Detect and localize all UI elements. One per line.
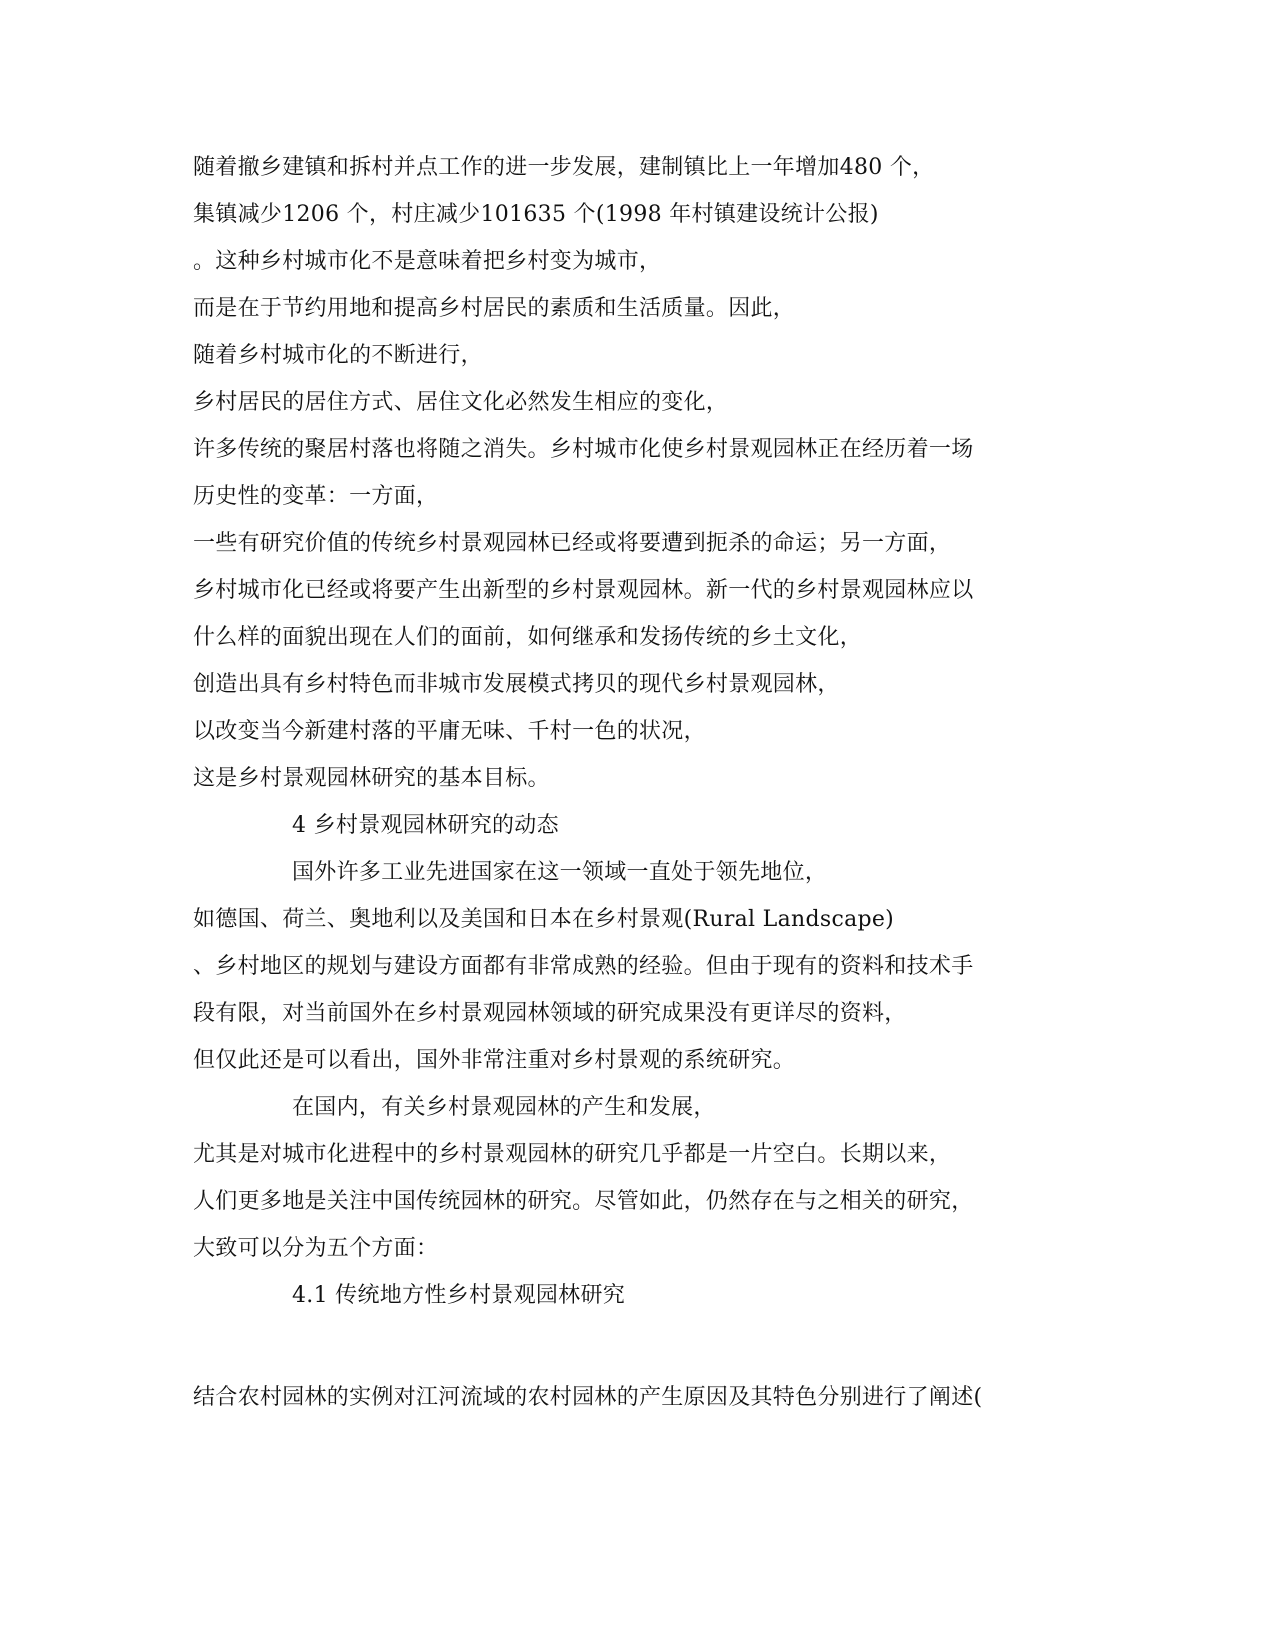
text-line: 大致可以分为五个方面： bbox=[193, 1236, 439, 1261]
text-line: 随着乡村城市化的不断进行， bbox=[193, 343, 483, 368]
text-line: 以改变当今新建村落的平庸无味、千村一色的状况， bbox=[193, 719, 706, 744]
text-line: 而是在于节约用地和提高乡村居民的素质和生活质量。因此， bbox=[193, 296, 796, 321]
text-line: 人们更多地是关注中国传统园林的研究。尽管如此，仍然存在与之相关的研究， bbox=[193, 1189, 974, 1214]
subsection-heading: 4.1 传统地方性乡村景观园林研究 bbox=[292, 1283, 626, 1308]
paragraph-start: 国外许多工业先进国家在这一领域一直处于领先地位， bbox=[292, 860, 828, 885]
text-line: 集镇减少1206 个，村庄减少101635 个(1998 年村镇建设统计公报) bbox=[193, 202, 879, 227]
text-line: 结合农村园林的实例对江河流域的农村园林的产生原因及其特色分别进行了阐述( bbox=[193, 1385, 983, 1410]
text-line: 、乡村地区的规划与建设方面都有非常成熟的经验。但由于现有的资料和技术手 bbox=[193, 954, 974, 979]
text-line: 乡村城市化已经或将要产生出新型的乡村景观园林。新一代的乡村景观园林应以 bbox=[193, 578, 974, 603]
text-line: 许多传统的聚居村落也将随之消失。乡村城市化使乡村景观园林正在经历着一场 bbox=[193, 437, 974, 462]
paragraph-start: 在国内，有关乡村景观园林的产生和发展， bbox=[292, 1095, 716, 1120]
text-line: 随着撤乡建镇和拆村并点工作的进一步发展，建制镇比上一年增加480 个， bbox=[193, 155, 935, 180]
text-line: 尤其是对城市化进程中的乡村景观园林的研究几乎都是一片空白。长期以来， bbox=[193, 1142, 952, 1167]
text-line: 这是乡村景观园林研究的基本目标。 bbox=[193, 766, 550, 791]
text-line: 段有限，对当前国外在乡村景观园林领域的研究成果没有更详尽的资料， bbox=[193, 1001, 907, 1026]
text-line: 创造出具有乡村特色而非城市发展模式拷贝的现代乡村景观园林， bbox=[193, 672, 840, 697]
text-line: 历史性的变革：一方面， bbox=[193, 484, 439, 509]
section-heading: 4 乡村景观园林研究的动态 bbox=[292, 813, 559, 838]
text-line: 一些有研究价值的传统乡村景观园林已经或将要遭到扼杀的命运；另一方面， bbox=[193, 531, 952, 556]
text-line: 什么样的面貌出现在人们的面前，如何继承和发扬传统的乡土文化， bbox=[193, 625, 863, 650]
text-line: 但仅此还是可以看出，国外非常注重对乡村景观的系统研究。 bbox=[193, 1048, 796, 1073]
text-line: 。这种乡村城市化不是意味着把乡村变为城市， bbox=[193, 249, 662, 274]
text-line: 乡村居民的居住方式、居住文化必然发生相应的变化， bbox=[193, 390, 729, 415]
text-line: 如德国、荷兰、奥地利以及美国和日本在乡村景观(Rural Landscape) bbox=[193, 907, 895, 932]
